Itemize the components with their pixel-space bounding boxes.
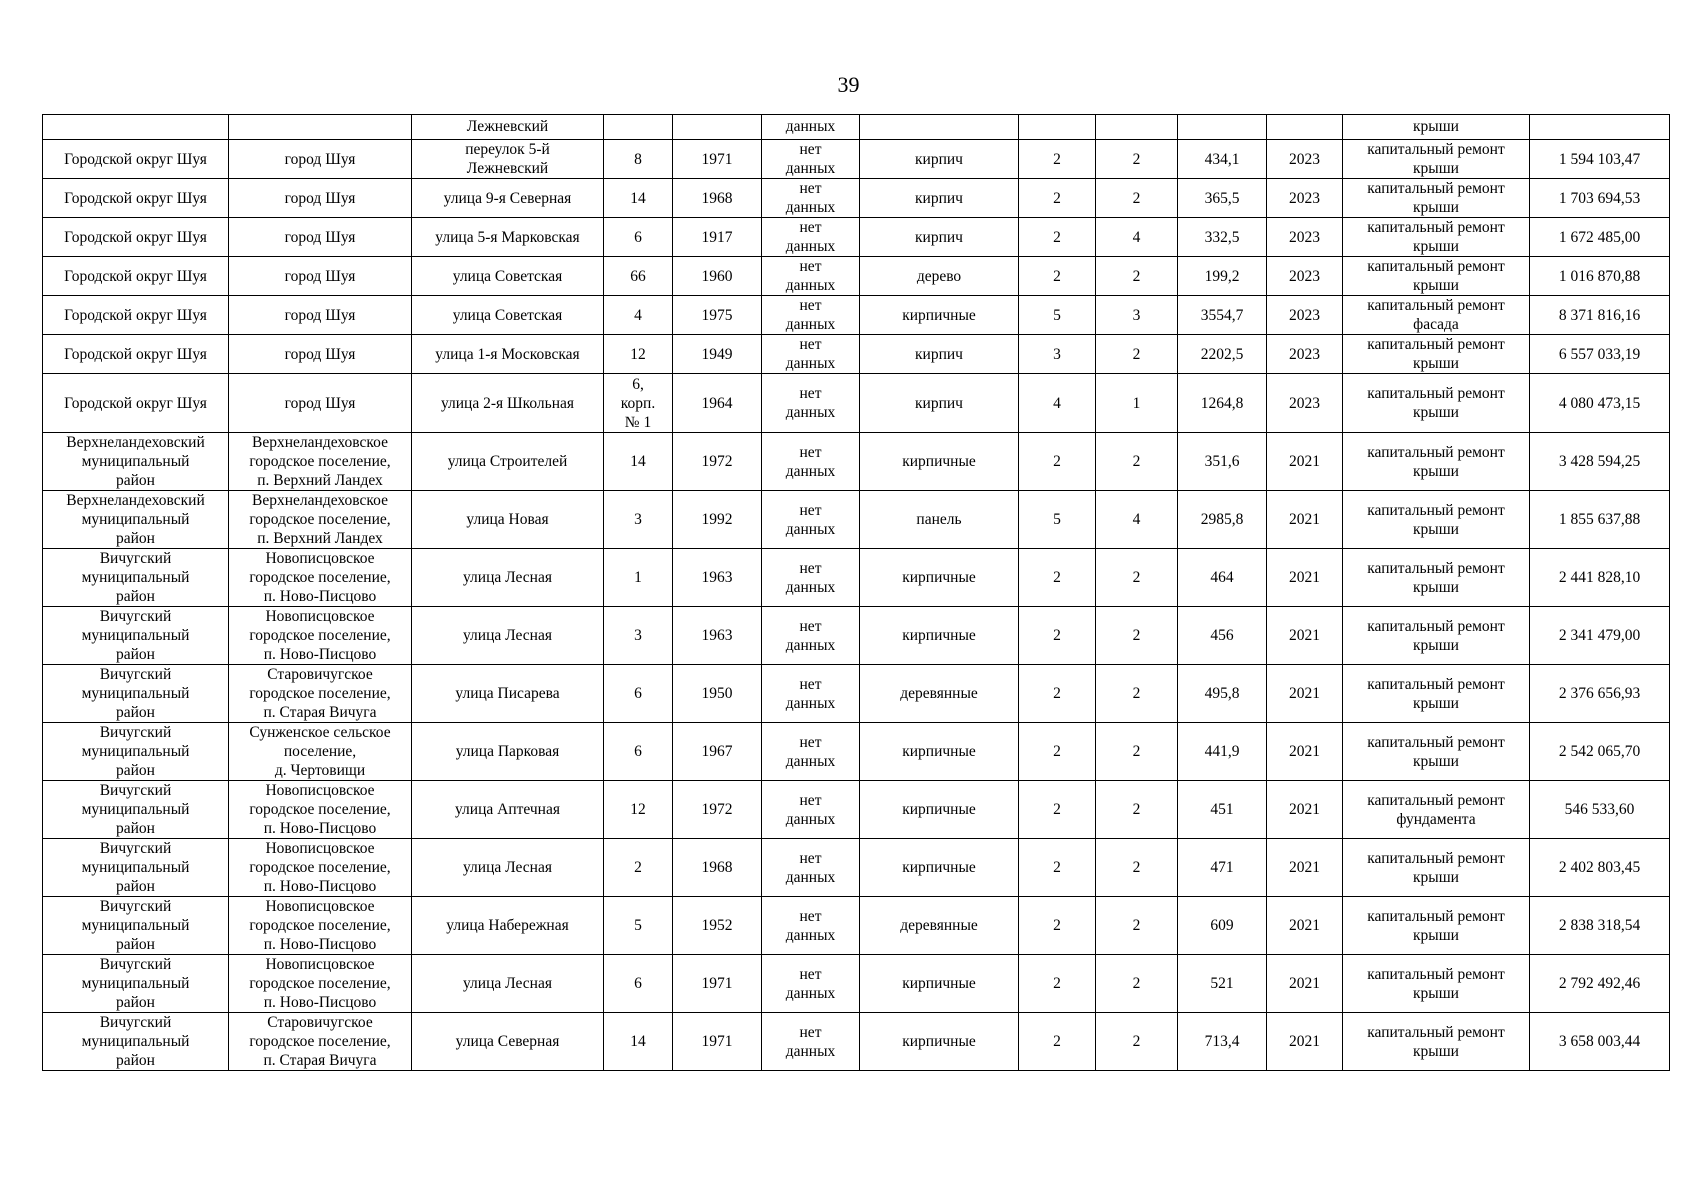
house-number-cell: 14 xyxy=(604,179,673,218)
street-cell: улица 1-я Московская xyxy=(412,335,604,374)
repair-year-cell: 2021 xyxy=(1267,549,1343,607)
entrances-cell: 2 xyxy=(1096,140,1178,179)
house-number-cell: 3 xyxy=(604,607,673,665)
wear-cell: нет данных xyxy=(762,665,860,723)
street-cell: переулок 5-й Лежневский xyxy=(412,140,604,179)
wall-material-cell: кирпич xyxy=(860,179,1019,218)
cost-cell: 2 792 492,46 xyxy=(1530,955,1670,1013)
table-row xyxy=(43,115,1670,140)
repair-year-cell: 2023 xyxy=(1267,335,1343,374)
wall-material-cell: кирпичные xyxy=(860,296,1019,335)
work-type-cell: капитальный ремонт крыши xyxy=(1343,839,1530,897)
area-cell: 199,2 xyxy=(1178,257,1267,296)
house-number-cell: 6 xyxy=(604,723,673,781)
floors-cell: 2 xyxy=(1019,839,1096,897)
floors-cell: 2 xyxy=(1019,781,1096,839)
wear-cell: нет данных xyxy=(762,433,860,491)
street-cell: улица Парковая xyxy=(412,723,604,781)
area-cell: 1264,8 xyxy=(1178,374,1267,433)
work-type-cell: капитальный ремонт крыши xyxy=(1343,607,1530,665)
settlement-cell: Новописцовское городское поселение, п. Ново-Писцово xyxy=(229,549,412,607)
floors-cell: 4 xyxy=(1019,374,1096,433)
cost-cell: 6 557 033,19 xyxy=(1530,335,1670,374)
settlement-cell: город Шуя xyxy=(229,335,412,374)
work-type-cell: капитальный ремонт крыши xyxy=(1343,140,1530,179)
wear-cell: нет данных xyxy=(762,374,860,433)
entrances-cell: 2 xyxy=(1096,839,1178,897)
cost-cell: 2 341 479,00 xyxy=(1530,607,1670,665)
wear-cell: нет данных xyxy=(762,218,860,257)
build-year-cell: 1960 xyxy=(673,257,762,296)
municipality-cell: Вичугский муниципальный район xyxy=(43,839,229,897)
table-row xyxy=(43,374,1670,433)
work-type-cell: капитальный ремонт крыши xyxy=(1343,433,1530,491)
entrances-cell: 2 xyxy=(1096,179,1178,218)
floors-cell: 2 xyxy=(1019,1013,1096,1071)
wear-cell: нет данных xyxy=(762,955,860,1013)
build-year-cell: 1968 xyxy=(673,839,762,897)
repair-year-cell: 2023 xyxy=(1267,257,1343,296)
repair-year-cell: 2023 xyxy=(1267,296,1343,335)
house-number-cell: 14 xyxy=(604,433,673,491)
repair-year-cell: 2021 xyxy=(1267,433,1343,491)
table-row xyxy=(43,218,1670,257)
wall-material-cell: кирпичные xyxy=(860,723,1019,781)
repair-year-cell: 2021 xyxy=(1267,839,1343,897)
wear-cell: нет данных xyxy=(762,1013,860,1071)
municipality-cell: Верхнеландеховский муниципальный район xyxy=(43,491,229,549)
municipality-cell: Вичугский муниципальный район xyxy=(43,723,229,781)
cost-cell xyxy=(1530,115,1670,140)
cost-cell: 3 428 594,25 xyxy=(1530,433,1670,491)
wall-material-cell: кирпич xyxy=(860,374,1019,433)
wear-cell: нет данных xyxy=(762,549,860,607)
settlement-cell: город Шуя xyxy=(229,296,412,335)
table-row xyxy=(43,433,1670,491)
area-cell: 365,5 xyxy=(1178,179,1267,218)
house-number-cell xyxy=(604,115,673,140)
table-row xyxy=(43,607,1670,665)
wear-cell: нет данных xyxy=(762,839,860,897)
area-cell: 456 xyxy=(1178,607,1267,665)
repair-year-cell: 2021 xyxy=(1267,781,1343,839)
build-year-cell: 1949 xyxy=(673,335,762,374)
table-row xyxy=(43,723,1670,781)
entrances-cell: 3 xyxy=(1096,296,1178,335)
wear-cell: данных xyxy=(762,115,860,140)
entrances-cell: 2 xyxy=(1096,433,1178,491)
settlement-cell: Верхнеландеховское городское поселение, п. Верхний Ландех xyxy=(229,491,412,549)
settlement-cell: город Шуя xyxy=(229,374,412,433)
street-cell: улица Набережная xyxy=(412,897,604,955)
municipality-cell: Городской округ Шуя xyxy=(43,374,229,433)
area-cell xyxy=(1178,115,1267,140)
table-row xyxy=(43,335,1670,374)
work-type-cell: капитальный ремонт крыши xyxy=(1343,665,1530,723)
house-number-cell: 2 xyxy=(604,839,673,897)
street-cell: улица Лесная xyxy=(412,549,604,607)
settlement-cell: Сунженское сельское поселение, д. Чертовищи xyxy=(229,723,412,781)
table-row xyxy=(43,491,1670,549)
area-cell: 713,4 xyxy=(1178,1013,1267,1071)
repair-year-cell xyxy=(1267,115,1343,140)
settlement-cell: город Шуя xyxy=(229,179,412,218)
build-year-cell: 1963 xyxy=(673,549,762,607)
street-cell: улица Лесная xyxy=(412,839,604,897)
house-number-cell: 4 xyxy=(604,296,673,335)
floors-cell: 2 xyxy=(1019,897,1096,955)
build-year-cell: 1975 xyxy=(673,296,762,335)
house-number-cell: 8 xyxy=(604,140,673,179)
settlement-cell: Старовичугское городское поселение, п. Старая Вичуга xyxy=(229,1013,412,1071)
house-number-cell: 3 xyxy=(604,491,673,549)
cost-cell: 1 594 103,47 xyxy=(1530,140,1670,179)
municipality-cell: Городской округ Шуя xyxy=(43,179,229,218)
municipality-cell: Вичугский муниципальный район xyxy=(43,549,229,607)
cost-cell: 1 016 870,88 xyxy=(1530,257,1670,296)
build-year-cell: 1971 xyxy=(673,1013,762,1071)
wear-cell: нет данных xyxy=(762,179,860,218)
work-type-cell: капитальный ремонт крыши xyxy=(1343,179,1530,218)
house-number-cell: 12 xyxy=(604,335,673,374)
area-cell: 2985,8 xyxy=(1178,491,1267,549)
table-row xyxy=(43,839,1670,897)
cost-cell: 8 371 816,16 xyxy=(1530,296,1670,335)
settlement-cell: Старовичугское городское поселение, п. Старая Вичуга xyxy=(229,665,412,723)
house-number-cell: 12 xyxy=(604,781,673,839)
build-year-cell: 1917 xyxy=(673,218,762,257)
entrances-cell: 4 xyxy=(1096,491,1178,549)
house-number-cell: 6, корп. № 1 xyxy=(604,374,673,433)
wear-cell: нет данных xyxy=(762,491,860,549)
entrances-cell: 2 xyxy=(1096,549,1178,607)
work-type-cell: капитальный ремонт крыши xyxy=(1343,1013,1530,1071)
repair-year-cell: 2023 xyxy=(1267,374,1343,433)
entrances-cell: 2 xyxy=(1096,665,1178,723)
house-number-cell: 5 xyxy=(604,897,673,955)
repair-year-cell: 2021 xyxy=(1267,1013,1343,1071)
entrances-cell xyxy=(1096,115,1178,140)
cost-cell: 2 402 803,45 xyxy=(1530,839,1670,897)
area-cell: 464 xyxy=(1178,549,1267,607)
house-number-cell: 1 xyxy=(604,549,673,607)
work-type-cell: капитальный ремонт крыши xyxy=(1343,257,1530,296)
municipality-cell xyxy=(43,115,229,140)
repair-year-cell: 2021 xyxy=(1267,607,1343,665)
settlement-cell: город Шуя xyxy=(229,218,412,257)
table-body xyxy=(43,115,1670,1071)
wear-cell: нет данных xyxy=(762,897,860,955)
street-cell: улица Новая xyxy=(412,491,604,549)
cost-cell: 2 838 318,54 xyxy=(1530,897,1670,955)
settlement-cell: Новописцовское городское поселение, п. Ново-Писцово xyxy=(229,955,412,1013)
house-number-cell: 6 xyxy=(604,665,673,723)
area-cell: 495,8 xyxy=(1178,665,1267,723)
floors-cell: 2 xyxy=(1019,140,1096,179)
street-cell: Лежневский xyxy=(412,115,604,140)
area-cell: 351,6 xyxy=(1178,433,1267,491)
area-cell: 441,9 xyxy=(1178,723,1267,781)
wall-material-cell: панель xyxy=(860,491,1019,549)
cost-cell: 1 855 637,88 xyxy=(1530,491,1670,549)
housing-repair-table xyxy=(42,114,1670,1071)
entrances-cell: 2 xyxy=(1096,955,1178,1013)
area-cell: 2202,5 xyxy=(1178,335,1267,374)
floors-cell: 2 xyxy=(1019,218,1096,257)
cost-cell: 2 542 065,70 xyxy=(1530,723,1670,781)
area-cell: 521 xyxy=(1178,955,1267,1013)
wear-cell: нет данных xyxy=(762,723,860,781)
page-number: 39 xyxy=(837,72,860,97)
work-type-cell: капитальный ремонт крыши xyxy=(1343,955,1530,1013)
street-cell: улица Северная xyxy=(412,1013,604,1071)
wall-material-cell xyxy=(860,115,1019,140)
street-cell: улица Строителей xyxy=(412,433,604,491)
municipality-cell: Вичугский муниципальный район xyxy=(43,955,229,1013)
table-row xyxy=(43,179,1670,218)
build-year-cell: 1992 xyxy=(673,491,762,549)
wall-material-cell: кирпич xyxy=(860,218,1019,257)
floors-cell: 5 xyxy=(1019,491,1096,549)
house-number-cell: 14 xyxy=(604,1013,673,1071)
street-cell: улица Лесная xyxy=(412,607,604,665)
build-year-cell: 1952 xyxy=(673,897,762,955)
wall-material-cell: кирпичные xyxy=(860,955,1019,1013)
area-cell: 434,1 xyxy=(1178,140,1267,179)
wear-cell: нет данных xyxy=(762,335,860,374)
municipality-cell: Городской округ Шуя xyxy=(43,335,229,374)
build-year-cell: 1968 xyxy=(673,179,762,218)
municipality-cell: Верхнеландеховский муниципальный район xyxy=(43,433,229,491)
build-year-cell: 1967 xyxy=(673,723,762,781)
area-cell: 3554,7 xyxy=(1178,296,1267,335)
repair-year-cell: 2021 xyxy=(1267,897,1343,955)
wall-material-cell: дерево xyxy=(860,257,1019,296)
street-cell: улица 2-я Школьная xyxy=(412,374,604,433)
build-year-cell: 1972 xyxy=(673,781,762,839)
repair-year-cell: 2021 xyxy=(1267,491,1343,549)
entrances-cell: 4 xyxy=(1096,218,1178,257)
wall-material-cell: кирпичные xyxy=(860,607,1019,665)
build-year-cell xyxy=(673,115,762,140)
repair-year-cell: 2021 xyxy=(1267,723,1343,781)
floors-cell: 2 xyxy=(1019,179,1096,218)
entrances-cell: 2 xyxy=(1096,1013,1178,1071)
cost-cell: 1 703 694,53 xyxy=(1530,179,1670,218)
work-type-cell: капитальный ремонт фасада xyxy=(1343,296,1530,335)
municipality-cell: Городской округ Шуя xyxy=(43,140,229,179)
work-type-cell: капитальный ремонт крыши xyxy=(1343,491,1530,549)
repair-year-cell: 2023 xyxy=(1267,179,1343,218)
wall-material-cell: кирпич xyxy=(860,335,1019,374)
entrances-cell: 1 xyxy=(1096,374,1178,433)
wall-material-cell: кирпичные xyxy=(860,839,1019,897)
settlement-cell: город Шуя xyxy=(229,140,412,179)
area-cell: 609 xyxy=(1178,897,1267,955)
street-cell: улица Советская xyxy=(412,257,604,296)
table-row xyxy=(43,140,1670,179)
work-type-cell: капитальный ремонт крыши xyxy=(1343,374,1530,433)
floors-cell: 2 xyxy=(1019,723,1096,781)
settlement-cell: город Шуя xyxy=(229,257,412,296)
entrances-cell: 2 xyxy=(1096,897,1178,955)
repair-year-cell: 2021 xyxy=(1267,955,1343,1013)
municipality-cell: Вичугский муниципальный район xyxy=(43,607,229,665)
wall-material-cell: кирпичные xyxy=(860,1013,1019,1071)
street-cell: улица Лесная xyxy=(412,955,604,1013)
street-cell: улица Советская xyxy=(412,296,604,335)
work-type-cell: капитальный ремонт крыши xyxy=(1343,723,1530,781)
work-type-cell: капитальный ремонт фундамента xyxy=(1343,781,1530,839)
municipality-cell: Городской округ Шуя xyxy=(43,218,229,257)
table-row xyxy=(43,549,1670,607)
municipality-cell: Городской округ Шуя xyxy=(43,296,229,335)
build-year-cell: 1972 xyxy=(673,433,762,491)
table-row xyxy=(43,781,1670,839)
settlement-cell xyxy=(229,115,412,140)
table-row xyxy=(43,665,1670,723)
work-type-cell: капитальный ремонт крыши xyxy=(1343,218,1530,257)
wear-cell: нет данных xyxy=(762,781,860,839)
cost-cell: 4 080 473,15 xyxy=(1530,374,1670,433)
municipality-cell: Вичугский муниципальный район xyxy=(43,1013,229,1071)
settlement-cell: Новописцовское городское поселение, п. Ново-Писцово xyxy=(229,607,412,665)
floors-cell: 2 xyxy=(1019,607,1096,665)
settlement-cell: Новописцовское городское поселение, п. Ново-Писцово xyxy=(229,897,412,955)
entrances-cell: 2 xyxy=(1096,335,1178,374)
floors-cell: 2 xyxy=(1019,433,1096,491)
table-row xyxy=(43,897,1670,955)
build-year-cell: 1964 xyxy=(673,374,762,433)
settlement-cell: Новописцовское городское поселение, п. Ново-Писцово xyxy=(229,781,412,839)
work-type-cell: капитальный ремонт крыши xyxy=(1343,335,1530,374)
wear-cell: нет данных xyxy=(762,140,860,179)
wall-material-cell: кирпич xyxy=(860,140,1019,179)
entrances-cell: 2 xyxy=(1096,723,1178,781)
entrances-cell: 2 xyxy=(1096,781,1178,839)
municipality-cell: Вичугский муниципальный район xyxy=(43,665,229,723)
wall-material-cell: кирпичные xyxy=(860,549,1019,607)
work-type-cell: крыши xyxy=(1343,115,1530,140)
build-year-cell: 1971 xyxy=(673,955,762,1013)
table-row xyxy=(43,296,1670,335)
build-year-cell: 1950 xyxy=(673,665,762,723)
wear-cell: нет данных xyxy=(762,296,860,335)
table-row xyxy=(43,257,1670,296)
street-cell: улица 9-я Северная xyxy=(412,179,604,218)
municipality-cell: Городской округ Шуя xyxy=(43,257,229,296)
floors-cell: 2 xyxy=(1019,257,1096,296)
settlement-cell: Верхнеландеховское городское поселение, п. Верхний Ландех xyxy=(229,433,412,491)
table-row xyxy=(43,955,1670,1013)
table-row xyxy=(43,1013,1670,1071)
area-cell: 471 xyxy=(1178,839,1267,897)
street-cell: улица Писарева xyxy=(412,665,604,723)
repair-year-cell: 2021 xyxy=(1267,665,1343,723)
cost-cell: 2 441 828,10 xyxy=(1530,549,1670,607)
street-cell: улица 5-я Марковская xyxy=(412,218,604,257)
entrances-cell: 2 xyxy=(1096,607,1178,665)
house-number-cell: 66 xyxy=(604,257,673,296)
cost-cell: 3 658 003,44 xyxy=(1530,1013,1670,1071)
cost-cell: 546 533,60 xyxy=(1530,781,1670,839)
floors-cell: 2 xyxy=(1019,549,1096,607)
work-type-cell: капитальный ремонт крыши xyxy=(1343,549,1530,607)
cost-cell: 2 376 656,93 xyxy=(1530,665,1670,723)
wear-cell: нет данных xyxy=(762,607,860,665)
settlement-cell: Новописцовское городское поселение, п. Ново-Писцово xyxy=(229,839,412,897)
wall-material-cell: кирпичные xyxy=(860,781,1019,839)
floors-cell: 2 xyxy=(1019,955,1096,1013)
wall-material-cell: кирпичные xyxy=(860,433,1019,491)
area-cell: 332,5 xyxy=(1178,218,1267,257)
wall-material-cell: деревянные xyxy=(860,897,1019,955)
entrances-cell: 2 xyxy=(1096,257,1178,296)
floors-cell: 5 xyxy=(1019,296,1096,335)
municipality-cell: Вичугский муниципальный район xyxy=(43,781,229,839)
cost-cell: 1 672 485,00 xyxy=(1530,218,1670,257)
municipality-cell: Вичугский муниципальный район xyxy=(43,897,229,955)
work-type-cell: капитальный ремонт крыши xyxy=(1343,897,1530,955)
repair-year-cell: 2023 xyxy=(1267,140,1343,179)
floors-cell: 3 xyxy=(1019,335,1096,374)
build-year-cell: 1963 xyxy=(673,607,762,665)
house-number-cell: 6 xyxy=(604,955,673,1013)
wear-cell: нет данных xyxy=(762,257,860,296)
street-cell: улица Аптечная xyxy=(412,781,604,839)
build-year-cell: 1971 xyxy=(673,140,762,179)
floors-cell: 2 xyxy=(1019,665,1096,723)
area-cell: 451 xyxy=(1178,781,1267,839)
repair-year-cell: 2023 xyxy=(1267,218,1343,257)
wall-material-cell: деревянные xyxy=(860,665,1019,723)
house-number-cell: 6 xyxy=(604,218,673,257)
floors-cell xyxy=(1019,115,1096,140)
